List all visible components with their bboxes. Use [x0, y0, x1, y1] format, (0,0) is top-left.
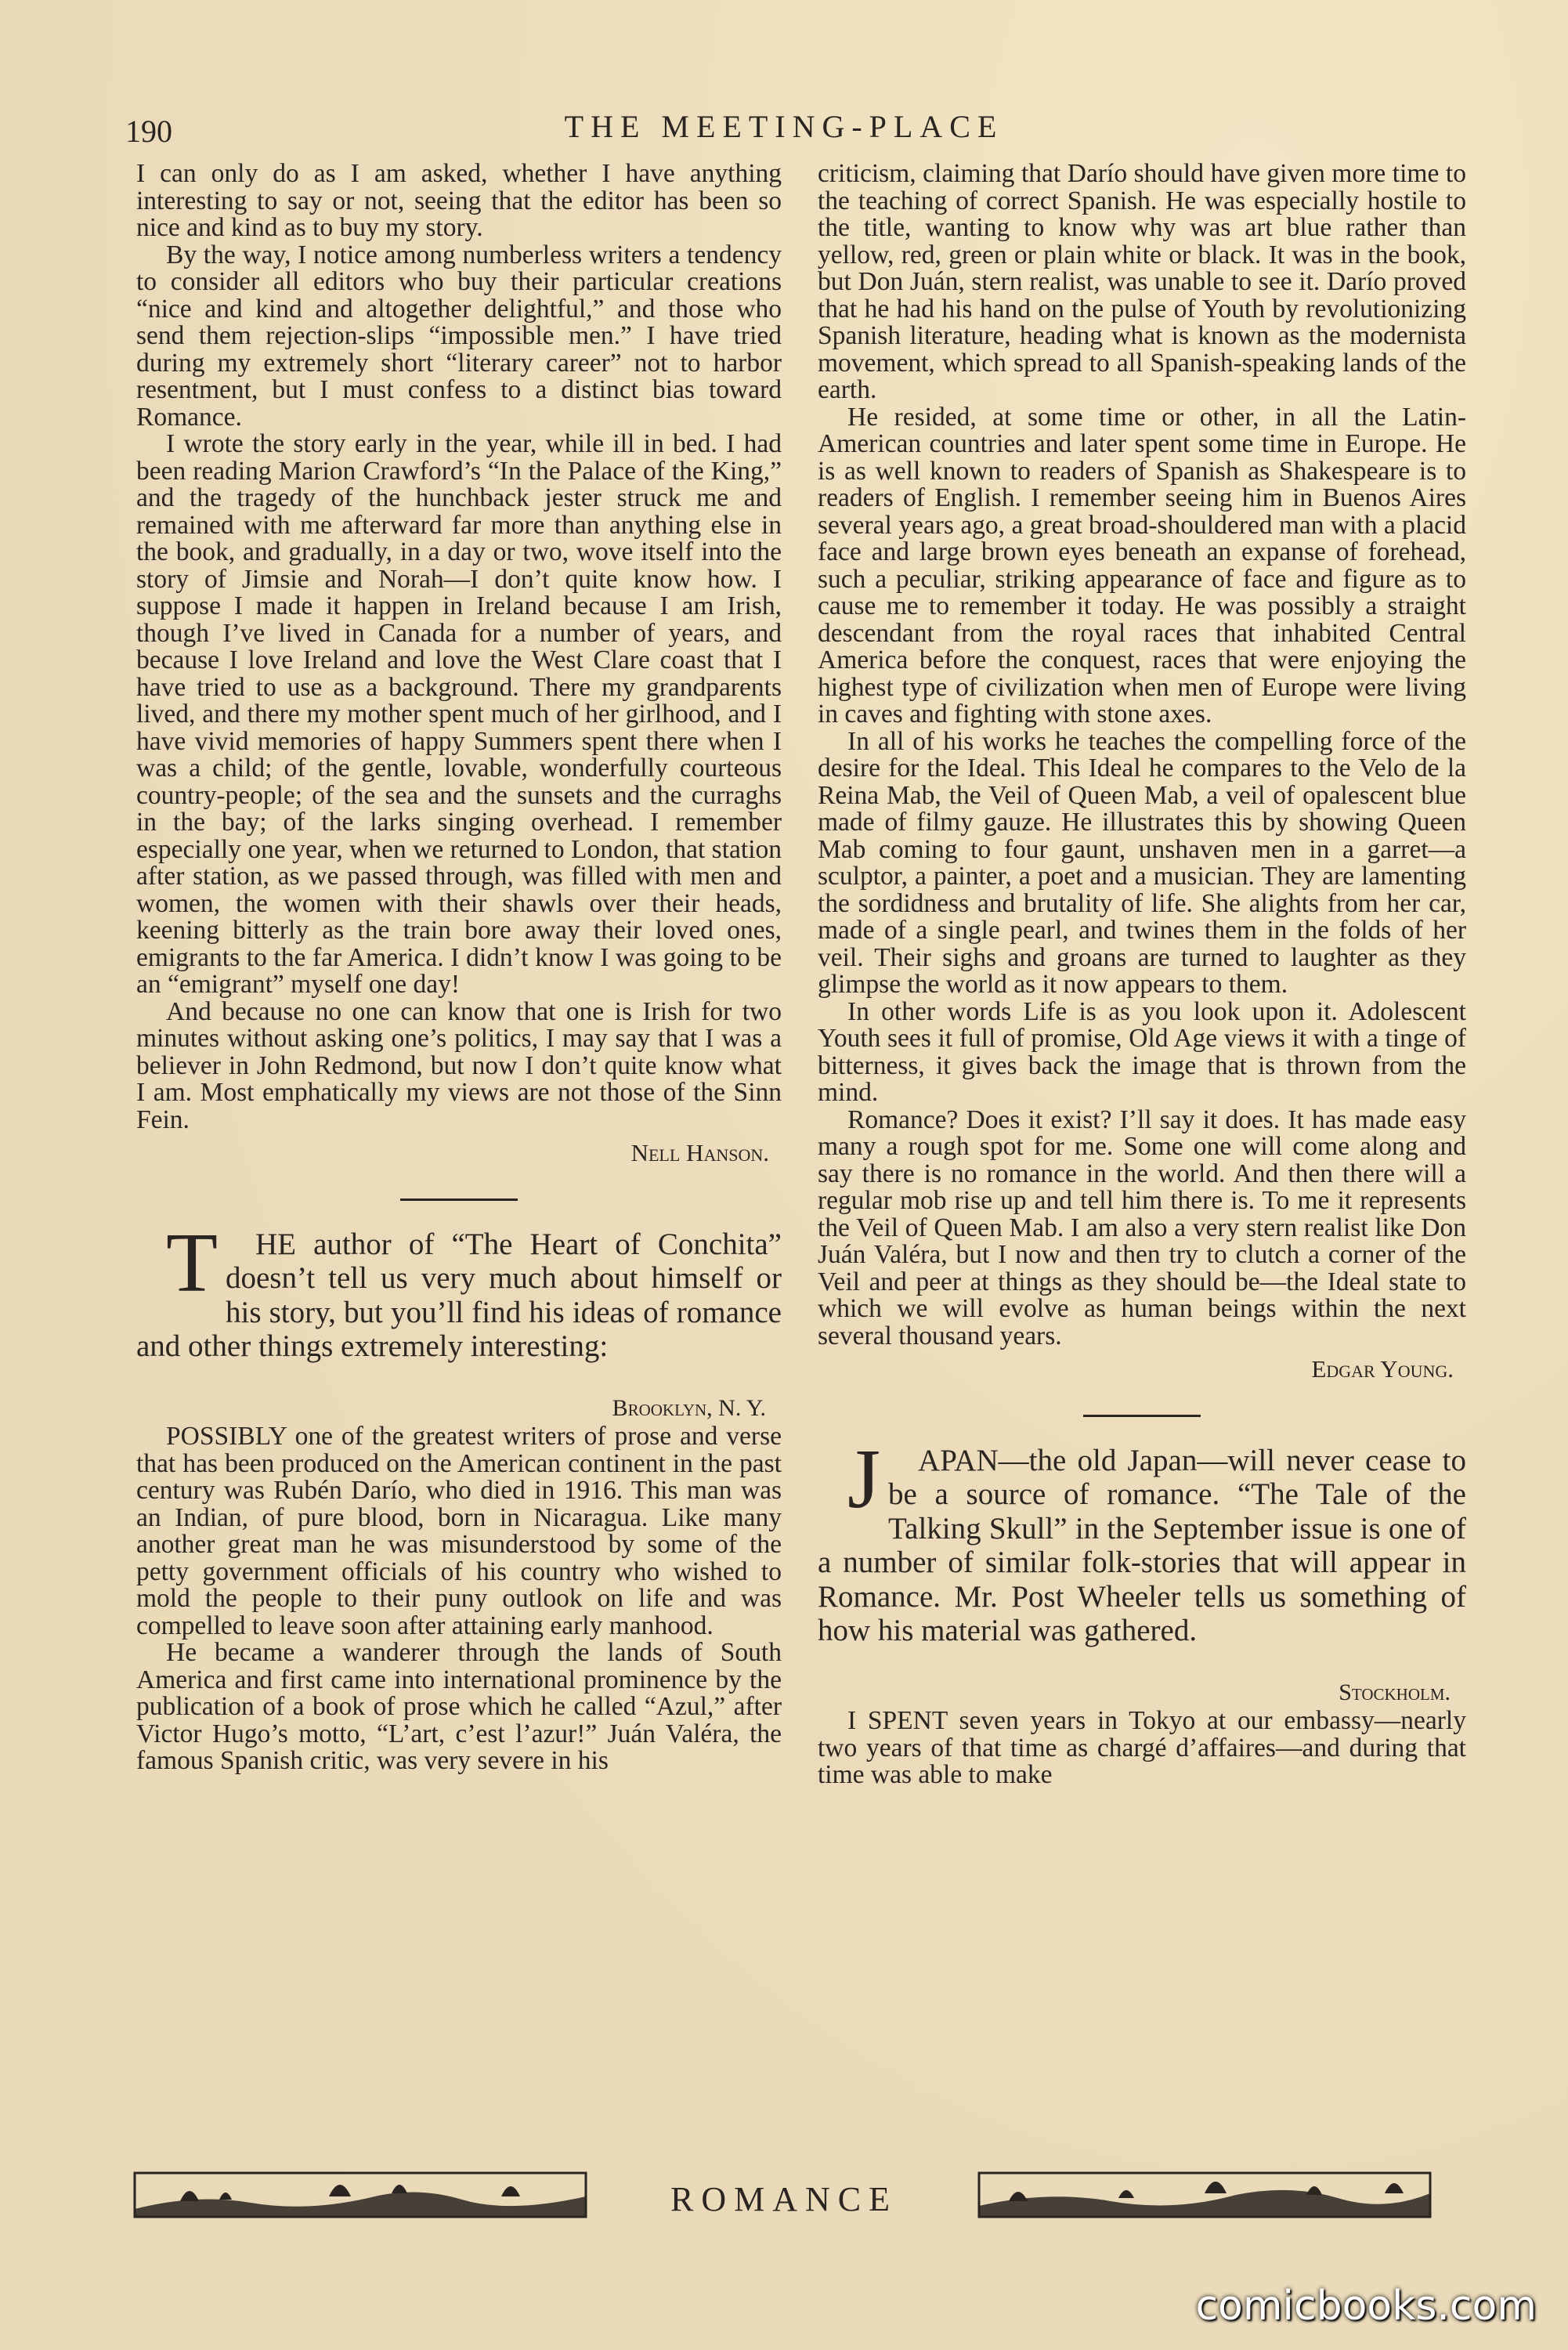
paragraph: In all of his works he teaches the compelling force of the desire for the Ideal. This Ideal he compares to the Velo de la Reina Mab, the Veil of Queen Mab, a veil of opalescent blue made of filmy gauze. He illustrates this by showing Queen Mab coming to four gaunt, unshaven men in a garret—a sculptor, a painter, a poet and a musician. They are lamenting the sordidness and brutality of life. She alights from her car, made of a single pearl, and twines them in the folds of her veil. Their sighs and groans are turned to laughter as they glimpse the world as it now appears to them. — [818, 726, 1466, 999]
paragraph: And because no one can know that one is Irish for two minutes without asking one’s politics, I may say that I was a believer in John Redmond, but now I don’t quite know what I am. Most emphatically my views are not those of the Sinn Fein. — [136, 996, 782, 1134]
paragraph: He became a wanderer through the lands of South America and first came into international prominence by the publication of a book of prose which he called “Azul,” after Victor Hugo’s motto, “L’art, c’est l’azur!” Juán Valéra, the famous Spanish critic, was very severe in his — [136, 1638, 782, 1775]
page-footer — [0, 2162, 1568, 2225]
author-signature: Nell Hanson. — [630, 1139, 769, 1166]
editor-intro — [136, 1216, 782, 1364]
drop-cap: J — [847, 1432, 881, 1526]
section-divider — [400, 1198, 518, 1201]
paragraph: I wrote the story early in the year, while ill in bed. I had been reading Marion Crawford’s “In the Palace of the King,” and the tragedy of the hunchback jester struck me and remained with me afterward far more than anything else in the book, and gradually, in a day or two, wove itself into the story of Jimsie and Norah—I don’t quite know how. I suppose I made it happen in Ireland because I am Irish, though I’ve lived in Canada for a number of years, and because I love Ireland and love the West Clare coast that I have tried to use as a background. There my grandparents lived, and there my mother spent much of her girlhood, and I have vivid memories of happy Summers spent there when I was a child; of the gentle, lovable, wonderfully courteous country-people; of the sea and the sunsets and the curraghs in the bay; of the larks singing overhead. I remember especially one year, when we returned to London, that station after station, as we passed through, was filled with men and women, the women with their shawls over their heads, keening bitterly as the train bore away their loved ones, emigrants to the far America. I didn’t know I was going to be an “emigrant” myself one day! — [136, 429, 782, 999]
page-number: 190 — [125, 114, 172, 149]
paragraph: criticism, claiming that Darío should have given more time to the teaching of correct Spanish. He was especially hostile to the title, wanting to know why was art blue rather than yellow, red, green or plain white or black. It was in the book, but Don Juán, stern realist, was unable to see it. Darío proved that he had his hand on the pulse of Youth by revolutionizing Spanish literature, heading what is known as the modernista movement, which spread to all Spanish-speaking lands of the earth. — [818, 161, 1466, 404]
dateline: Brooklyn, N. Y. — [612, 1394, 766, 1421]
intro-text: HE author of “The Heart of Conchita” doesn’t tell us very much about himself or his story, but you’ll find his ideas of romance and other things extremely interesting: — [136, 1227, 782, 1363]
paragraph: He resided, at some time or other, in all the Latin-American countries and later spent some time in Europe. He is as well known to readers of Spanish as Shakespeare is to readers of English. I remember seeing him in Buenos Aires several years ago, a great broad-shouldered man with a placid face and large brown eyes beneath an expanse of forehead, such a peculiar, striking appearance of face and figure as to cause me to remember it today. He was possibly a straight descendant from the royal races that inhabited Central America before the conquest, races that were enjoying the highest type of civilization when men of Europe were living in caves and fighting with stone axes. — [818, 402, 1466, 728]
paragraph: Romance? Does it exist? I’ll say it does. It has made easy many a rough spot for me. Some one will come along and say there is no romance in the world. And then there will a regular mob rise up and tell him there is. To me it represents the Veil of Queen Mab. I am also a very stern realist like Don Juán Valéra, but I now and then try to clutch a corner of the Veil and peer at things as they should be—the Ideal state to which we will evolve as human beings within the next several thousand years. — [818, 1104, 1466, 1350]
magazine-title: ROMANCE — [670, 2180, 898, 2218]
dateline: Stockholm. — [1339, 1679, 1451, 1705]
right-column — [818, 161, 1466, 2111]
intro-text: APAN—the old Japan—will never cease to be a source of romance. “The Tale of the Talking Skull” in the September issue is one of a number of similar folk-stories that will appear in Romance. Mr. Post Wheeler tells us something of how his material was gathered. — [818, 1443, 1466, 1647]
author-signature: Edgar Young. — [1311, 1355, 1454, 1383]
paragraph: In other words Life is as you look upon it. Adolescent Youth sees it full of promise, Old Age views it with a tinge of bitterness, it gives back the image that is thrown from the mind. — [818, 996, 1466, 1107]
watermark: comicbooks.com — [1195, 2283, 1537, 2330]
paragraph: POSSIBLY one of the greatest writers of prose and verse that has been produced on the American continent in the past century was Rubén Darío, who died in 1916. This man was an Indian, of pure blood, born in Nicaragua. Like many another great man he was misunderstood by some of the petty government officials of his country who wished to mold the people to their puny outlook on life and was compelled to leave soon after attaining early manhood. — [136, 1422, 782, 1640]
paragraph: I can only do as I am asked, whether I have anything interesting to say or not, seeing that the editor has been so nice and kind as to buy my story. — [136, 161, 782, 242]
drop-cap: T — [166, 1216, 218, 1310]
left-column — [136, 161, 782, 2111]
landscape-ornament-right — [977, 2162, 1432, 2225]
running-head: THE MEETING-PLACE — [564, 109, 1004, 144]
paragraph: By the way, I notice among numberless writers a tendency to consider all editors who buy their particular creations “nice and kind and altogether delightful,” and those who send them rejection-slips “impossible men.” I have tried during my extremely short “literary career” not to harbor resentment, but I must confess to a distinct bias toward Romance. — [136, 240, 782, 432]
page-header — [0, 108, 1568, 155]
paragraph: I SPENT seven years in Tokyo at our embassy—nearly two years of that time as chargé d’affaires—and during that time was able to make — [818, 1706, 1466, 1789]
section-divider — [1083, 1415, 1201, 1417]
editor-intro — [818, 1432, 1466, 1648]
